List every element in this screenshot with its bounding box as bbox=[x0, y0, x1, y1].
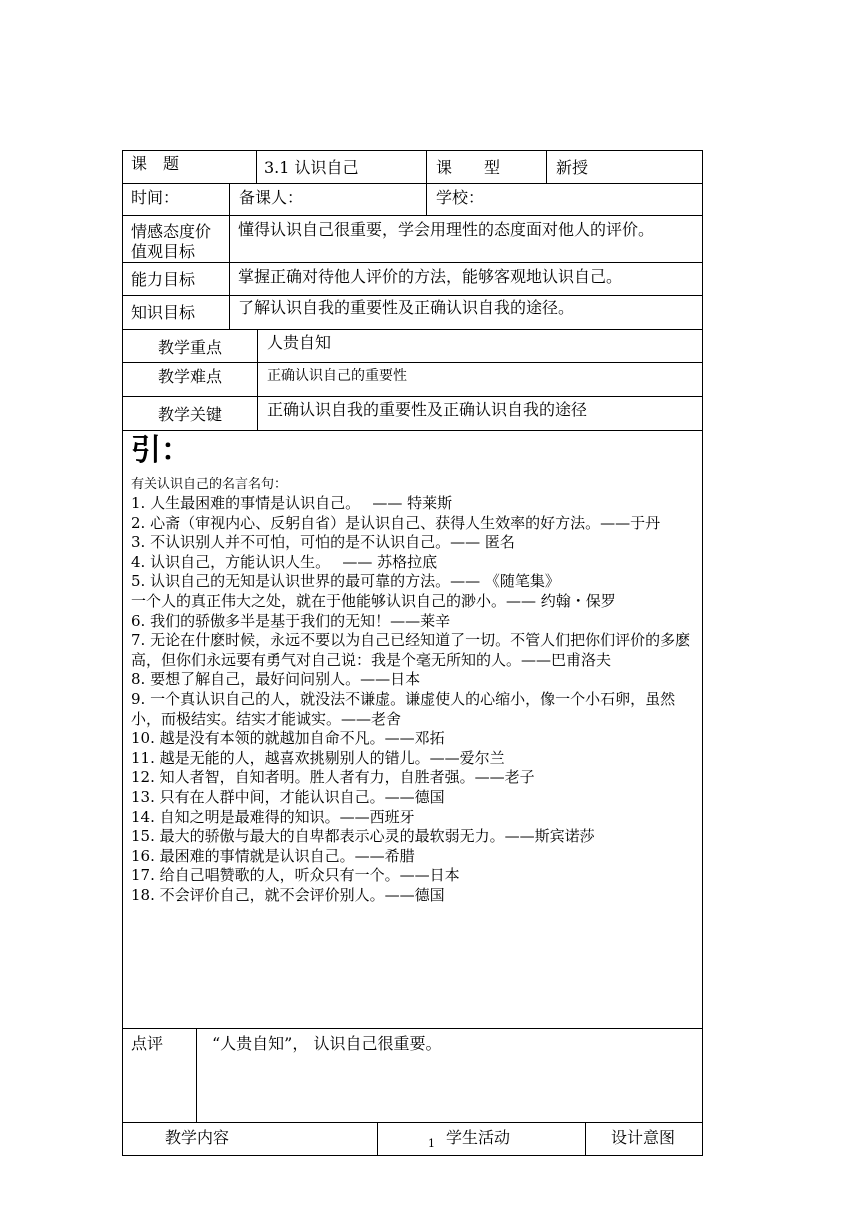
col-divider bbox=[196, 1028, 197, 1122]
row-divider bbox=[122, 329, 703, 330]
emotion-goal-label-line2: 值观目标 bbox=[131, 242, 196, 261]
row-divider bbox=[122, 183, 703, 184]
quote-item: 16. 最困难的事情就是认识自己。——希腊 bbox=[131, 846, 415, 865]
quote-item: 8. 要想了解自己，最好问问别人。——日本 bbox=[131, 670, 421, 689]
emotion-goal-value: 懂得认识自己很重要，学会用理性的态度面对他人的评价。 bbox=[238, 220, 655, 239]
review-value: “人贵自知”， 认识自己很重要。 bbox=[212, 1034, 442, 1053]
row-divider bbox=[122, 295, 703, 296]
knowledge-goal-value: 了解认识自我的重要性及正确认识自我的途径。 bbox=[238, 298, 575, 317]
quote-item: 11. 越是无能的人，越喜欢挑剔别人的错儿。——爱尔兰 bbox=[131, 748, 505, 767]
table-border-right bbox=[702, 150, 703, 1156]
col-divider bbox=[546, 150, 547, 184]
teaching-focus-value: 人贵自知 bbox=[267, 333, 332, 352]
quote-item: 13. 只有在人群中间，才能认识自己。——德国 bbox=[131, 787, 445, 806]
teaching-difficulty-value: 正确认识自己的重要性 bbox=[267, 368, 407, 384]
emotion-goal-label-line1: 情感态度价 bbox=[131, 222, 212, 241]
teaching-difficulty-label: 教学难点 bbox=[158, 367, 223, 386]
col-divider bbox=[256, 150, 257, 184]
table-border-bottom bbox=[122, 1155, 703, 1156]
school-label: 学校： bbox=[436, 188, 485, 207]
student-activity-label: 学生活动 bbox=[446, 1128, 511, 1147]
quote-item: 17. 给自己唱赞歌的人，听众只有一个。——日本 bbox=[131, 866, 460, 885]
quote-item: 4. 认识自己，方能认识人生。 —— 苏格拉底 bbox=[131, 552, 438, 571]
review-label: 点评 bbox=[131, 1034, 164, 1053]
row-divider bbox=[122, 215, 703, 216]
ability-goal-value: 掌握正确对待他人评价的方法，能够客观地认识自己。 bbox=[238, 267, 623, 286]
quote-item: 12. 知人者智，自知者明。胜人者有力，自胜者强。——老子 bbox=[131, 768, 535, 787]
quote-item: 15. 最大的骄傲与最大的自卑都表示心灵的最软弱无力。——斯宾诺莎 bbox=[131, 827, 595, 846]
quote-item: 7. 无论在什麽时候，永远不要以为自己已经知道了一切。不管人们把你们评价的多麽高，但你们永远要有勇气对自己说：我是个毫无所知的人。——巴甫洛夫 bbox=[131, 631, 691, 669]
quotes-list bbox=[131, 476, 701, 905]
col-divider bbox=[229, 183, 230, 329]
type-label: 课 型 bbox=[436, 158, 501, 177]
intro-heading: 引： bbox=[131, 433, 191, 468]
quote-item: 18. 不会评价自己，就不会评价别人。——德国 bbox=[131, 885, 445, 904]
time-label: 时间： bbox=[131, 188, 180, 207]
teaching-focus-label: 教学重点 bbox=[158, 338, 223, 357]
topic-label: 课 题 bbox=[131, 154, 180, 173]
row-divider bbox=[122, 262, 703, 263]
preparer-label: 备课人： bbox=[239, 188, 304, 207]
col-divider bbox=[257, 329, 258, 430]
teaching-content-label: 教学内容 bbox=[165, 1128, 230, 1147]
row-divider bbox=[122, 430, 703, 431]
quote-item: 6. 我们的骄傲多半是基于我们的无知！——莱辛 bbox=[131, 611, 451, 630]
quote-item: 14. 自知之明是最难得的知识。——西班牙 bbox=[131, 807, 415, 826]
table-border-left bbox=[122, 150, 123, 1156]
col-divider bbox=[377, 1122, 378, 1156]
quote-item: 9. 一个真认识自己的人，就没法不谦虚。谦虚使人的心缩小，像一个小石卵，虽然小，而极结实。结实才能诚实。——老舍 bbox=[131, 689, 676, 728]
page-number: 1 bbox=[428, 1137, 435, 1150]
quote-item: 5. 认识自己的无知是认识世界的最可靠的方法。—— 《随笔集》 bbox=[131, 572, 560, 591]
quote-item: 1. 人生最困难的事情是认识自己。 —— 特莱斯 bbox=[131, 494, 453, 512]
row-divider bbox=[122, 1122, 703, 1123]
type-value: 新授 bbox=[556, 158, 589, 177]
row-divider bbox=[122, 362, 703, 363]
quote-item: 10. 越是没有本领的就越加自命不凡。——邓拓 bbox=[131, 729, 445, 748]
col-divider bbox=[426, 150, 427, 216]
table-border-top bbox=[122, 150, 703, 151]
quote-item: 2. 心斋（审视内心、反躬自省）是认识自己、获得人生效率的好方法。——于丹 bbox=[131, 513, 661, 532]
knowledge-goal-label: 知识目标 bbox=[131, 303, 196, 322]
design-intent-label: 设计意图 bbox=[611, 1128, 676, 1147]
teaching-key-label: 教学关键 bbox=[158, 405, 223, 424]
quotes-subtitle: 有关认识自己的名言名句： bbox=[131, 477, 288, 492]
col-divider bbox=[585, 1122, 586, 1156]
row-divider bbox=[122, 396, 703, 397]
row-divider bbox=[122, 1028, 703, 1029]
quote-item: 3. 不认识别人并不可怕，可怕的是不认识自己。—— 匿名 bbox=[131, 533, 515, 552]
ability-goal-label: 能力目标 bbox=[131, 270, 196, 289]
topic-value: 3.1 认识自己 bbox=[264, 158, 359, 177]
teaching-key-value: 正确认识自我的重要性及正确认识自我的途径 bbox=[267, 400, 588, 419]
quote-item: 一个人的真正伟大之处，就在于他能够认识自己的渺小。—— 约翰・保罗 bbox=[131, 591, 616, 610]
